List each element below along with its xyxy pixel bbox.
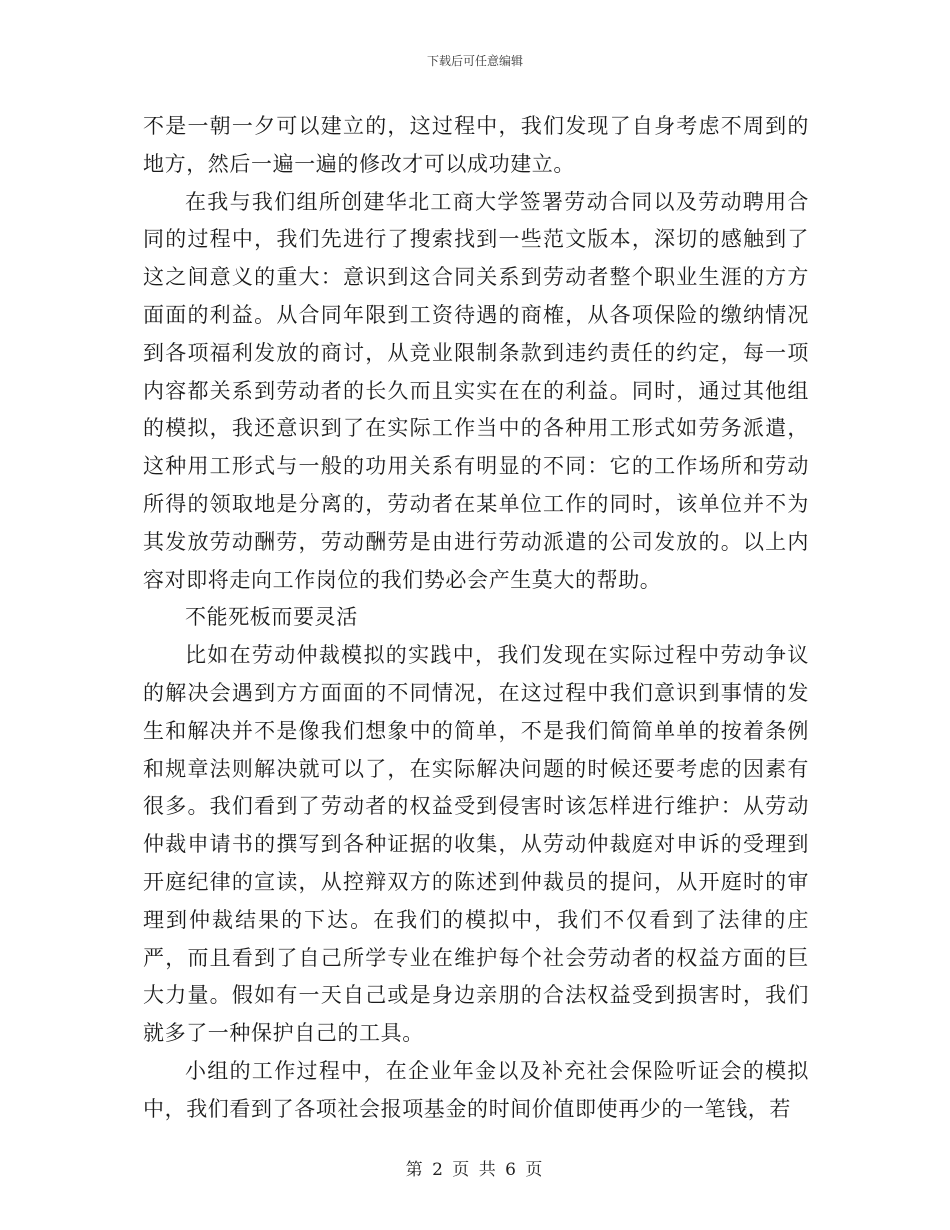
paragraph-hearing-simulation: 小组的工作过程中，在企业年金以及补充社会保险听证会的模拟中，我们看到了各项社会报项基金的时间价值即使再少的一笔钱，若: [143, 1058, 809, 1121]
page-number: 第 2 页 共 6 页: [405, 1160, 545, 1180]
document-body: [143, 108, 809, 1129]
page-header: 下载后可任意编辑: [426, 54, 523, 68]
paragraph-labor-arbitration: 比如在劳动仲裁模拟的实践中，我们发现在实际过程中劳动争议的解决会遇到方方面面的不同情况，在这过程中我们意识到事情的发生和解决并不是像我们想象中的简单，不是我们简简单单的按着条例和规章法则解决就可以了，在实际解决问题的时候还要考虑的因素有很多。我们看到了劳动者的权益受到侵害时该怎样进行维护：从劳动仲裁申请书的撰写到各种证据的收集，从劳动仲裁庭对申诉的受理到开庭纪律的宣读，从控辩双方的陈述到仲裁员的提问，从开庭时的审理到仲裁结果的下达。在我们的模拟中，我们不仅看到了法律的庄严，而且看到了自己所学专业在维护每个社会劳动者的权益方面的巨大力量。假如有一天自己或是身边亲朋的合法权益受到损害时，我们就多了一种保护自己的工具。: [143, 643, 809, 1046]
paragraph-contract-signing: 在我与我们组所创建华北工商大学签署劳动合同以及劳动聘用合同的过程中，我们先进行了搜索找到一些范文版本，深切的感触到了这之间意义的重大：意识到这合同关系到劳动者整个职业生涯的方方面面的利益。从合同年限到工资待遇的商榷，从各项保险的缴纳情况到各项福利发放的商讨，从竞业限制条款到违约责任的约定，每一项内容都关系到劳动者的长久而且实实在在的利益。同时，通过其他组的模拟，我还意识到了在实际工作当中的各种用工形式如劳务派遣，这种用工形式与一般的功用关系有明显的不同：它的工作场所和劳动所得的领取地是分离的，劳动者在某单位工作的同时，该单位并不为其发放劳动酬劳，劳动酬劳是由进行劳动派遣的公司发放的。以上内容对即将走向工作岗位的我们势必会产生莫大的帮助。: [143, 189, 809, 592]
paragraph-continuation: 不是一朝一夕可以建立的，这过程中，我们发现了自身考虑不周到的地方，然后一遍一遍的修改才可以成功建立。: [143, 114, 809, 176]
section-heading: 不能死板而要灵活: [185, 605, 358, 630]
